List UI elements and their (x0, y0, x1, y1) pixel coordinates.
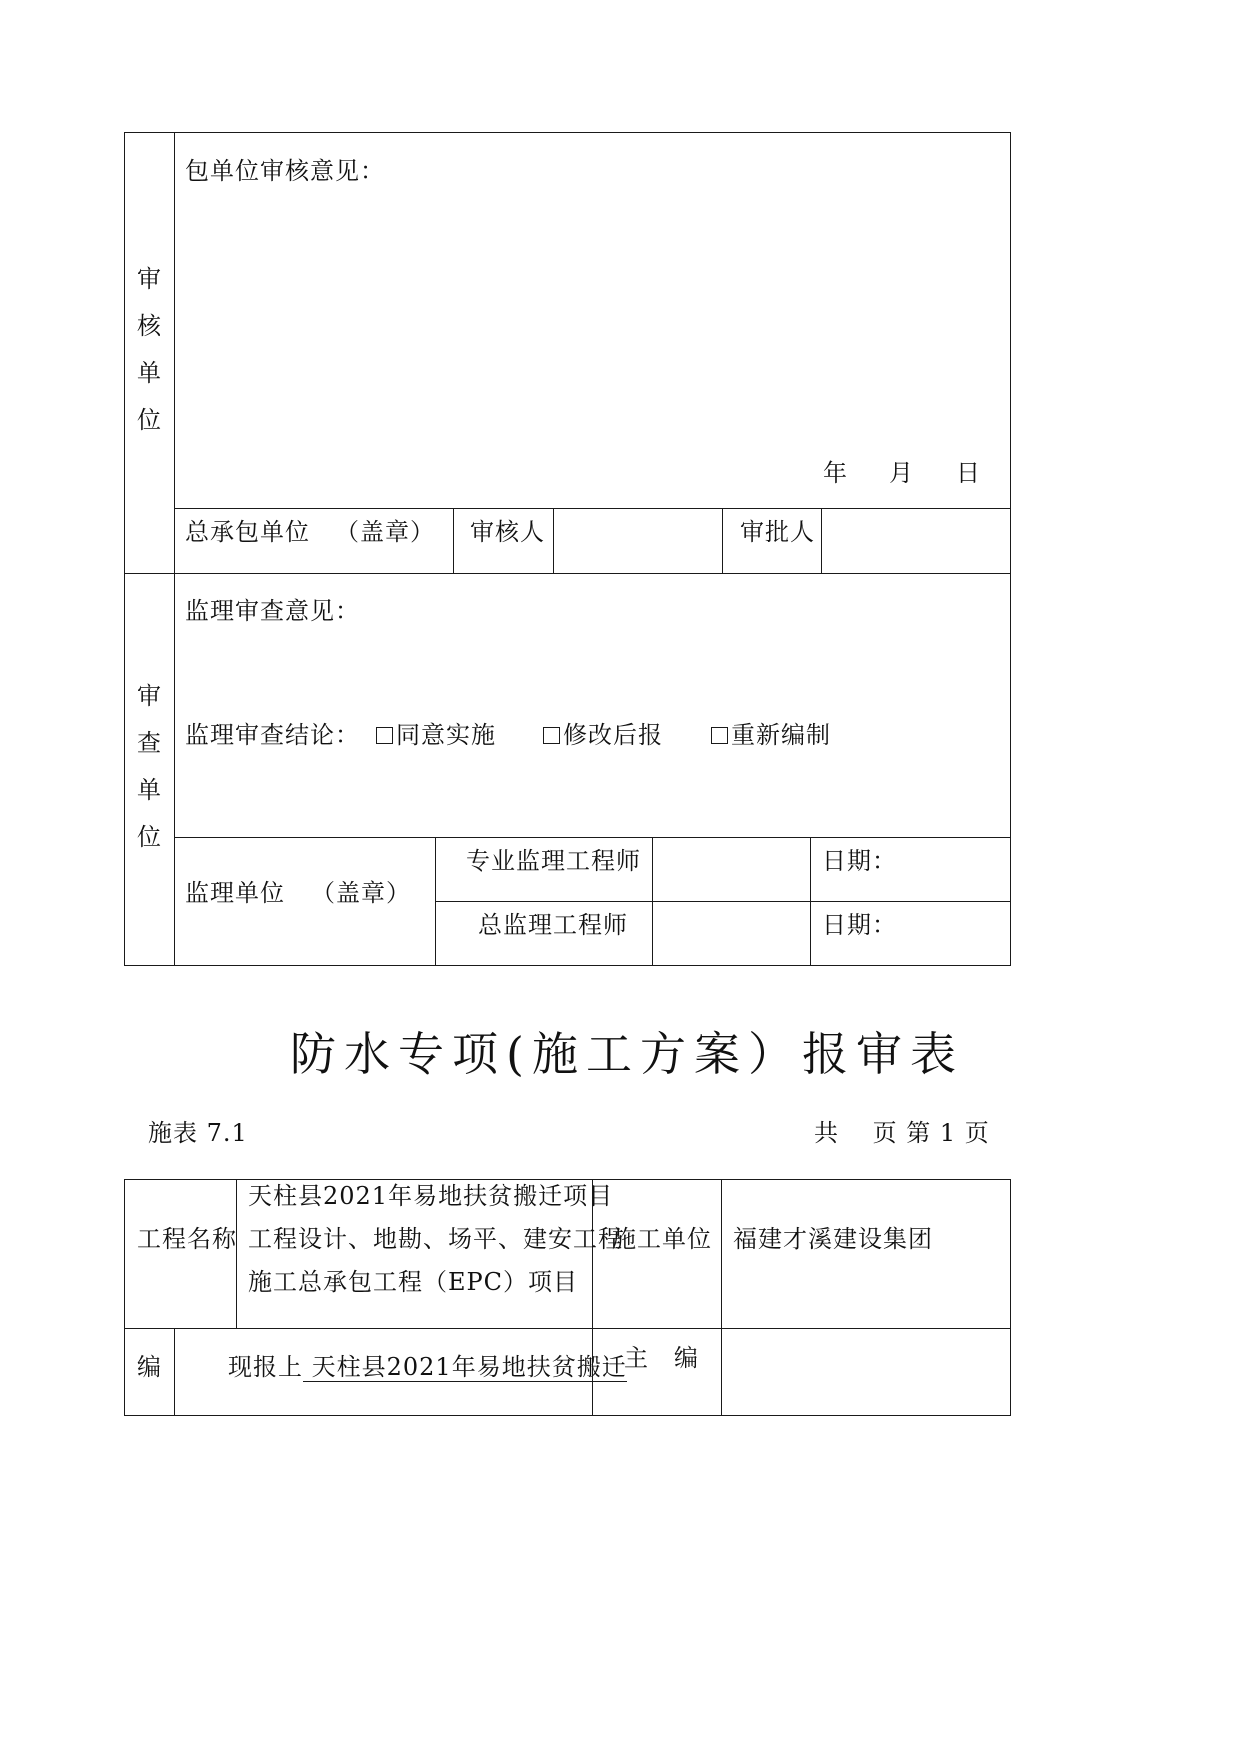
option-recompile-label: 重新编制 (731, 721, 831, 749)
table-border-top (124, 1179, 1010, 1180)
table-row-divider (435, 901, 1010, 902)
report-statement (228, 1355, 627, 1379)
table-border-left (124, 1179, 125, 1416)
supervision-conclusion-label: 监理审查结论： (185, 721, 360, 749)
supervision-opinion-label: 监理审查意见： (185, 597, 360, 625)
table-column-divider (721, 1179, 722, 1416)
date-label: 日期： (822, 847, 897, 875)
option-revise-label: 修改后报 (563, 721, 663, 749)
option-revise[interactable] (543, 723, 663, 747)
seal-label: （盖章） (335, 518, 435, 546)
project-name-line: 工程设计、地勘、场平、建安工程 (248, 1225, 623, 1253)
date-month-label: 月 (889, 459, 914, 487)
table-border-bottom (124, 1415, 1010, 1416)
option-recompile[interactable] (711, 723, 831, 747)
page-info: 共 页 第 1 页 (814, 1119, 990, 1147)
table-column-divider (236, 1179, 237, 1329)
reviewer-label: 审核人 (470, 518, 545, 546)
checkbox-revise[interactable] (543, 727, 560, 744)
table-column-divider (174, 132, 175, 966)
form-title: 防水专项(施工方案）报审表 (290, 1027, 964, 1081)
table-column-divider (722, 508, 723, 573)
chief-engineer-label: 总监理工程师 (478, 911, 628, 939)
checkbox-recompile[interactable] (711, 727, 728, 744)
table-row-divider (124, 1328, 1010, 1329)
table-column-divider (174, 1328, 175, 1416)
approver-label: 审批人 (740, 518, 815, 546)
table-border-left (124, 132, 125, 966)
table-section-divider (124, 573, 1010, 574)
form-number: 施表 7.1 (148, 1119, 248, 1147)
table-column-divider (810, 837, 811, 965)
chief-engineer-field[interactable] (654, 903, 809, 964)
inspection-unit-label: 审查单位 (137, 682, 161, 851)
table-column-divider (821, 508, 822, 573)
table-row-divider (174, 508, 1010, 509)
reviewer-signature-field[interactable] (555, 510, 721, 572)
table-column-divider (553, 508, 554, 573)
chief-editor-field[interactable] (723, 1330, 1009, 1414)
table-border-bottom (124, 965, 1010, 966)
checkbox-agree[interactable] (376, 727, 393, 744)
review-unit-label: 审核单位 (137, 265, 161, 434)
option-agree-label: 同意实施 (396, 721, 496, 749)
general-contractor-label: 总承包单位 (185, 518, 310, 546)
chief-editor-label: 主 编 (624, 1344, 699, 1372)
compile-label: 编 (137, 1353, 162, 1381)
project-name-line: 天柱县2021年易地扶贫搬迁项目 (248, 1182, 614, 1210)
table-column-divider (453, 508, 454, 573)
project-name-label: 工程名称 (137, 1225, 237, 1253)
specialist-engineer-field[interactable] (654, 839, 809, 900)
supervision-unit-label: 监理单位 (185, 879, 285, 907)
date-day-label: 日 (956, 459, 981, 487)
table-column-divider (435, 837, 436, 965)
project-name-line: 施工总承包工程（EPC）项目 (248, 1268, 579, 1296)
construction-unit-value: 福建才溪建设集团 (733, 1225, 933, 1253)
table-border-right (1010, 132, 1011, 966)
contractor-opinion-label: 包单位审核意见： (185, 157, 385, 185)
seal-label: （盖章） (311, 879, 411, 907)
construction-unit-label: 施工单位 (612, 1225, 712, 1253)
table-border-top (124, 132, 1010, 133)
date-label: 日期： (822, 911, 897, 939)
specialist-engineer-label: 专业监理工程师 (466, 847, 641, 875)
table-column-divider (652, 837, 653, 965)
table-row-divider (174, 837, 1010, 838)
report-prefix: 现报上 (228, 1353, 303, 1381)
approver-signature-field[interactable] (823, 510, 1009, 572)
report-project-name: 天柱县2021年易地扶贫搬迁 (303, 1353, 627, 1381)
date-year-label: 年 (823, 459, 848, 487)
option-agree[interactable] (376, 723, 496, 747)
table-border-right (1010, 1179, 1011, 1416)
